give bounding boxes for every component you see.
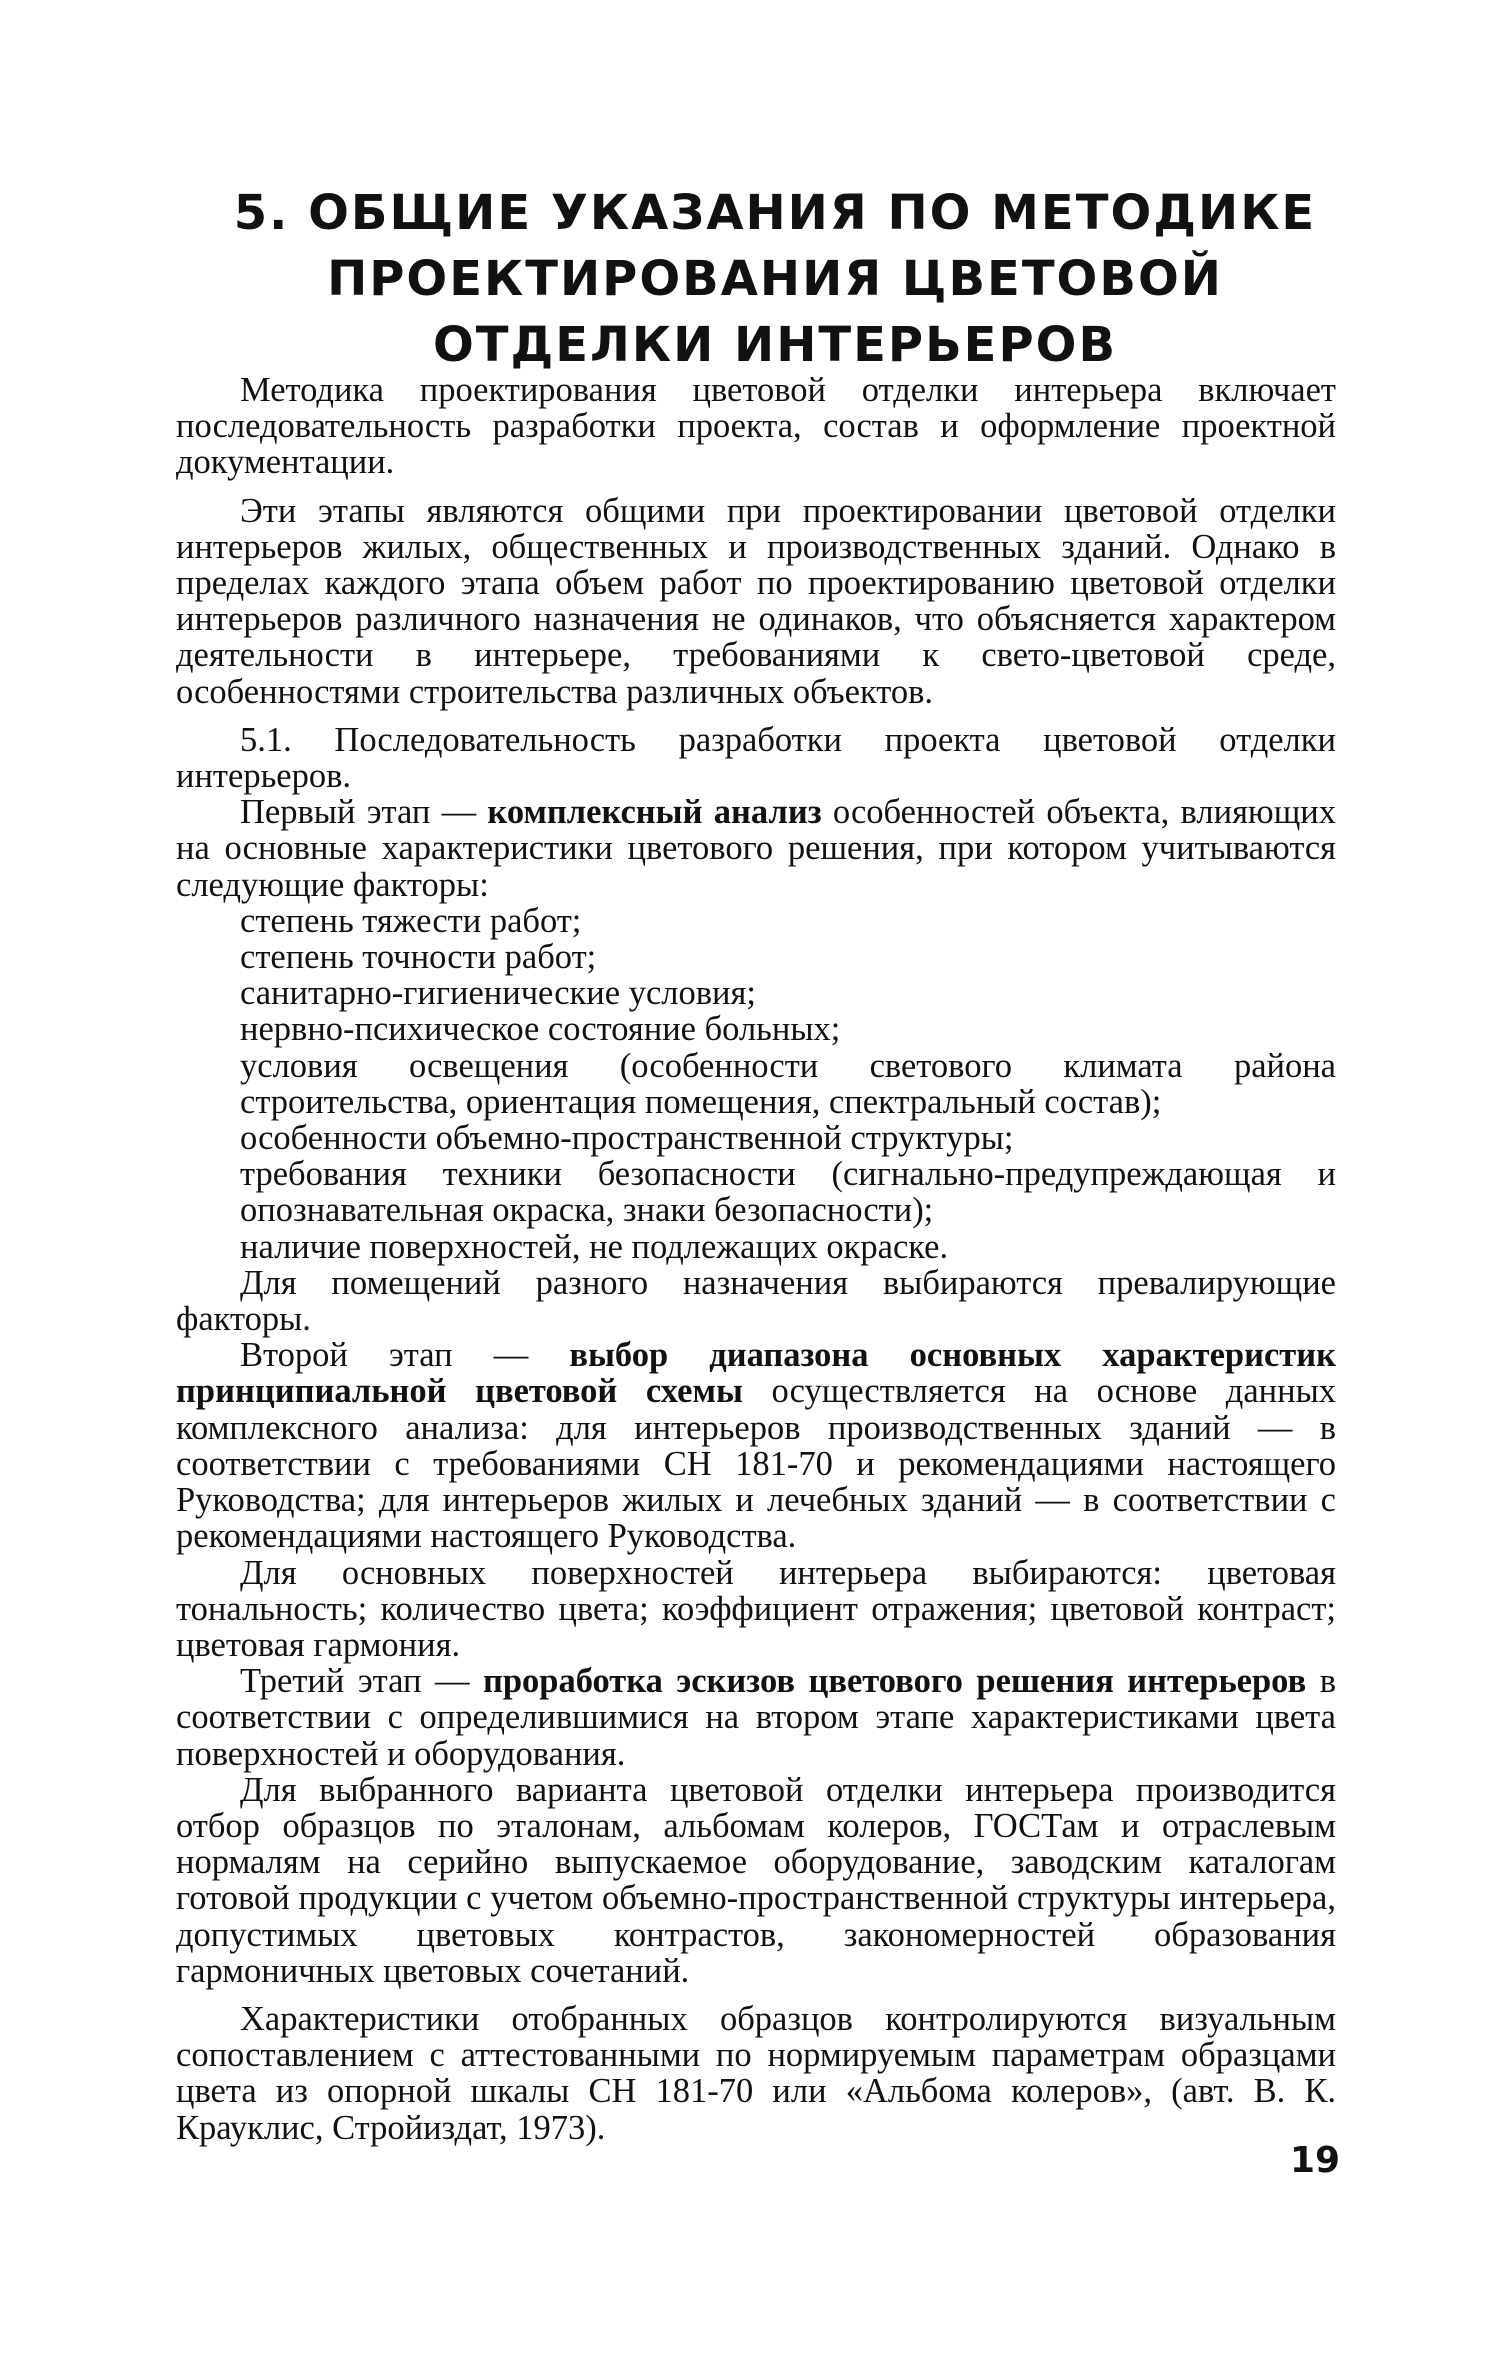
stage-2-lead: Второй этап —	[240, 1336, 570, 1375]
stage-3-text: в соответствии с определившимися на втором этапе характеристиками цвета поверхностей и оборудования.	[176, 1662, 1337, 1773]
paragraph-stage-1	[176, 794, 1336, 903]
stage-3-term: проработка эскизов цветового решения интерьеров	[482, 1662, 1307, 1701]
paragraph-control: Характеристики отобранных образцов контролируются визуальным сопоставлением с аттестованными по нормируемым параметрам образцами цвета из опорной шкалы СН 181-70 или «Альбома колеров», (авт. В. К. Крауклис, Стройиздат, 1973).	[176, 1999, 1336, 2147]
factors-list	[176, 903, 1336, 1265]
paragraph-samples: Для выбранного варианта цветовой отделки интерьера производится отбор образцов по эталонам, альбомам колеров, ГОСТам и отраслевым нормалям на серийно выпускаемое оборудование, заводским каталогам готовой продукции с учетом объемно-пространственной структуры интерьера, допустимых цветовых контрастов, закономерностей образования гармоничных цветовых сочетаний.	[176, 1770, 1336, 1990]
subsection-5-1: 5.1. Последовательность разработки проекта цветовой отделки интерьеров.	[176, 720, 1336, 796]
stage-3-lead: Третий этап —	[240, 1662, 483, 1701]
stage-2-text: осуществляется на основе данных комплексного анализа: для интерьеров производственных зданий — в соответствии с требованиями СН 181-70 и рекомендациями настоящего Руководства; для интерьеров жилых и лечебных зданий — в соответствии с рекомендациями настоящего Руководства.	[176, 1372, 1337, 1556]
paragraph-intro: Методика проектирования цветовой отделки интерьера включает последовательность разработки проекта, состав и оформление проектной документации.	[176, 371, 1336, 482]
page-number: 19	[1290, 2140, 1341, 2181]
factor-item: особенности объемно-пространственной структуры;	[240, 1119, 1014, 1158]
stage-1-text: особенностей объекта, влияющих на основные характеристики цветового решения, при котором учитываются следующие факторы:	[176, 793, 1336, 904]
factor-item: степень точности работ;	[240, 938, 597, 977]
stage-1-lead: Первый этап —	[240, 793, 488, 832]
factor-item: требования техники безопасности (сигнально-предупреждающая и опознавательная окраска, знаки безопасности);	[240, 1155, 1336, 1230]
section-title: 5. ОБЩИЕ УКАЗАНИЯ ПО МЕТОДИКЕ ПРОЕКТИРОВАНИЯ ЦВЕТОВОЙ ОТДЕЛКИ ИНТЕРЬЕРОВ	[233, 185, 1317, 373]
stage-1-term: комплексный анализ	[487, 793, 822, 832]
body-text	[176, 372, 1336, 2146]
stage-2-term: выбор диапазона основных характеристик принципиальной цветовой схемы	[176, 1336, 1336, 1411]
factor-item: условия освещения (особенности светового климата района строительства, ориентация помещения, спектральный состав);	[240, 1046, 1336, 1121]
factor-item: санитарно-гигиенические условия;	[240, 974, 756, 1013]
paragraph-stage-3	[176, 1663, 1336, 1772]
paragraph-stage-2	[176, 1337, 1336, 1554]
paragraph-surfaces: Для основных поверхностей интерьера выбираются: цветовая тональность; количество цвета; коэффициент отражения; цветовой контраст; цветовая гармония.	[176, 1553, 1336, 1664]
factor-item: нервно-психическое состояние больных;	[240, 1010, 841, 1049]
paragraph-stages: Эти этапы являются общими при проектировании цветовой отделки интерьеров жилых, общественных и производственных зданий. Однако в пределах каждого этапа объем работ по проектированию цветовой отделки интерьеров различного назначения не одинаков, что объясняется характером деятельности в интерьере, требованиями к свето-цветовой среде, особенностями строительства различных объектов.	[176, 491, 1336, 711]
factor-item: степень тяжести работ;	[240, 901, 582, 940]
paragraph-prevailing-factors: Для помещений разного назначения выбираются превалирующие факторы.	[176, 1263, 1336, 1339]
factor-item: наличие поверхностей, не подлежащих окраске.	[240, 1227, 949, 1266]
